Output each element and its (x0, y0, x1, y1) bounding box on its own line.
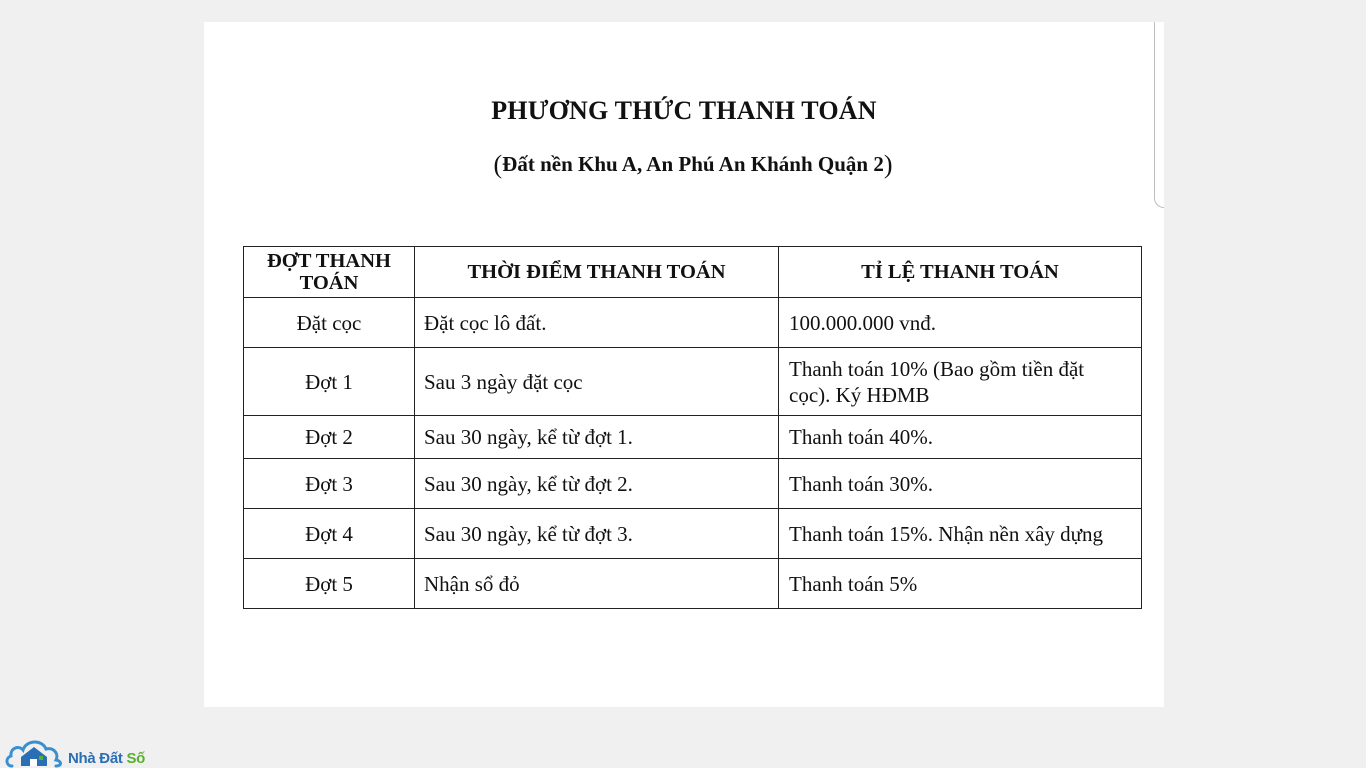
payment-table (243, 246, 1142, 609)
cell-phase: Đợt 1 (244, 348, 415, 416)
document-subtitle (204, 150, 1182, 180)
table-row (244, 509, 1142, 559)
header-phase: ĐỢT THANH TOÁN (244, 247, 415, 298)
table-row (244, 348, 1142, 416)
header-rate: TỈ LỆ THANH TOÁN (779, 247, 1142, 298)
table-row (244, 559, 1142, 609)
subtitle-open-paren: ( (493, 150, 503, 179)
cell-rate: Thanh toán 15%. Nhận nền xây dựng (779, 509, 1142, 559)
document-title: PHƯƠNG THỨC THANH TOÁN (491, 96, 877, 125)
cell-phase: Đợt 5 (244, 559, 415, 609)
cell-time: Sau 3 ngày đặt cọc (415, 348, 779, 416)
brand-logo-text (68, 750, 145, 767)
cell-phase: Đợt 3 (244, 459, 415, 509)
cell-time: Sau 30 ngày, kể từ đợt 3. (415, 509, 779, 559)
subtitle-close-paren: ) (883, 150, 893, 179)
table-header-row (244, 247, 1142, 298)
cell-time: Đặt cọc lô đất. (415, 298, 779, 348)
cell-phase: Đặt cọc (244, 298, 415, 348)
cell-time: Sau 30 ngày, kể từ đợt 2. (415, 459, 779, 509)
cell-rate: Thanh toán 10% (Bao gồm tiền đặt cọc). Ký HĐMB (779, 348, 1142, 416)
header-time: THỜI ĐIỂM THANH TOÁN (415, 247, 779, 298)
brand-main: Nhà Đất (68, 750, 127, 767)
subtitle-text: Đất nền Khu A, An Phú An Khánh Quận 2 (502, 152, 884, 176)
cell-rate: Thanh toán 40%. (779, 416, 1142, 459)
cell-phase: Đợt 2 (244, 416, 415, 459)
cell-phase: Đợt 4 (244, 509, 415, 559)
table-row (244, 416, 1142, 459)
brand-accent: Số (126, 750, 146, 767)
table-row (244, 459, 1142, 509)
table-row (244, 298, 1142, 348)
cell-rate: Thanh toán 5% (779, 559, 1142, 609)
cell-rate: 100.000.000 vnđ. (779, 298, 1142, 348)
document-page (204, 22, 1164, 707)
cell-time: Nhận sổ đỏ (415, 559, 779, 609)
page-scroll-edge (1154, 22, 1164, 208)
cell-time: Sau 30 ngày, kể từ đợt 1. (415, 416, 779, 459)
cell-rate: Thanh toán 30%. (779, 459, 1142, 509)
